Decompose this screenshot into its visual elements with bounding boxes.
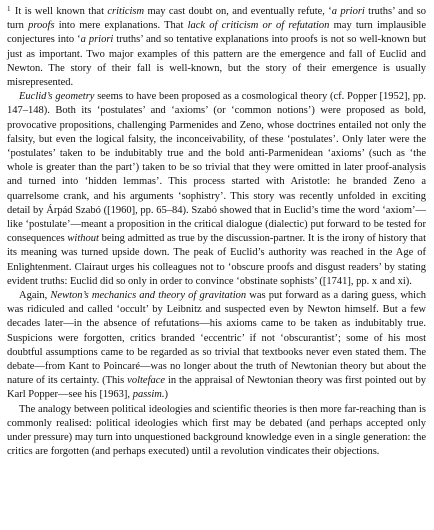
- text-run: being admitted as true by the discussion-partner. It is the irony of history that its meaning was turned upside down. The peak of Euclid’s authority was reached in the Age of Enlightenment. Clairaut urges his colleagues not to ‘obscure proofs and disgust readers’ by stating evident truths: Euclid did so only in order to convince ‘obstinate sophists’ ([1741], pp. x and xi).: [7, 233, 426, 287]
- text-run: into mere explanations. That: [54, 20, 188, 32]
- italic-run: proofs: [28, 20, 55, 32]
- italic-run: criticism: [107, 6, 145, 17]
- italic-run: volteface: [127, 375, 166, 387]
- italic-run: a priori: [80, 34, 114, 46]
- footnote-paragraph-3: [7, 289, 426, 403]
- text-run: The analogy between political ideologies and scientific theories is then more far-reaching than is commonly realised: political ideologies which first may be debated (and perhaps accepted only under pressure) may turn into unquestioned background knowledge even in a single generation: the critics are forgotten (and perhaps executed) until a revolution vindicates their objections.: [7, 403, 426, 458]
- footnote-marker: 1: [7, 5, 11, 13]
- footnote-paragraph-1: [7, 5, 426, 90]
- paragraph-text: [7, 290, 426, 400]
- italic-run: without: [67, 233, 99, 245]
- paragraph-text: [7, 91, 426, 287]
- italic-run: Euclid’s geometry: [19, 91, 95, 103]
- text-run: was put forward as a daring guess, which was ridiculed and called ‘occult’ by Leibnitz and suspected even by Newton himself. But a few decades later—in the absence of refutations—his axioms came to be taken as indubitably true. Suspicions were forgotten, critics branded ‘eccentric’ if not ‘obscurantist’; some of his most doubtful assumptions came to be regarded as so trivial that textbooks never even stated them. The debate—from Kant to Poincaré—was no longer about the truth of Newtonian theory but about the nature of its certainty. (This: [7, 290, 426, 387]
- text-run: Again,: [19, 290, 51, 302]
- italic-run: Newton’s mechanics and theory of gravitation: [50, 290, 247, 302]
- text-run: in the appraisal of Newtonian theory was first pointed out by Karl Popper—see his [1963],: [7, 375, 426, 401]
- paragraph-text: [7, 6, 426, 88]
- text-run: It is well known that: [14, 6, 108, 17]
- italic-run: passim.: [132, 389, 165, 401]
- text-run: may cast doubt on, and eventually refute, ‘: [144, 6, 332, 17]
- paragraph-text: [7, 404, 426, 458]
- text-run: truths’ and so tentative explanations into proofs is not so well-known but just as important. Two major examples of this pattern are the emergence and fall of Euclid and Newton. The story of their fall is well-known, but the story of their emergence is usually misrepresented.: [7, 34, 426, 89]
- text-run: truths’ and so turn: [7, 6, 426, 32]
- text-run: ): [164, 389, 168, 401]
- text-run: may turn implausible conjectures into ‘: [7, 20, 426, 46]
- text-run: seems to have been proposed as a cosmological theory (cf. Popper [1952], pp. 147–148). Both its ‘postulates’ and ‘axioms’ (or ‘common notions’) were proposed as bold, provocative propositions, challenging Parmenides and Zeno, whose doctrines entailed not only the falsity, but even the logical falsity, the inconceivability, of these ‘postulates’. Only later were the ‘postulates’ taken to be indubitably true and the bold anti-Parmenidean ‘axioms’ (such as ‘the whole is greater than the part’) taken to be so trivial that they were omitted in later proof-analysis and turned into ‘hidden lemmas’. This process started with Aristotle: he branded Zeno a quarrelsome crank, and his arguments ‘sophistry’. This story was recently unfolded in exciting detail by Árpád Szabó ([1960], pp. 65–84). Szabó showed that in Euclid’s time the word ‘axiom’—like ‘postulate’—meant a proposition in the critical dialogue (dialectic) put forward to be tested for consequences: [7, 91, 426, 245]
- footnote-paragraph-2: [7, 90, 426, 289]
- footnote-paragraph-4: [7, 403, 426, 460]
- italic-run: a priori: [331, 6, 365, 17]
- italic-run: lack of criticism or of refutation: [187, 20, 330, 32]
